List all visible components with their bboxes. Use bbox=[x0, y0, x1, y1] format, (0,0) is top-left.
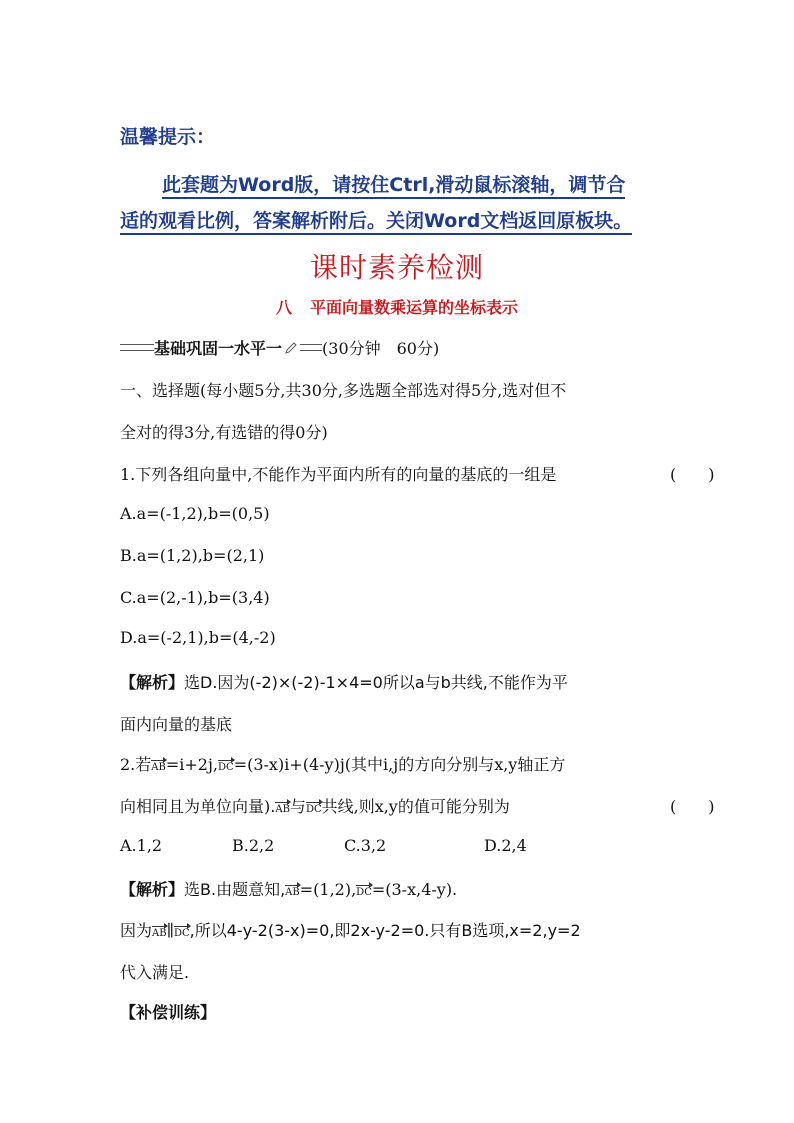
q2-line2-a: 向相同且为单位向量). bbox=[120, 797, 276, 816]
tip-line-2 bbox=[120, 206, 632, 233]
tip-line-1 bbox=[162, 170, 625, 197]
vector-ab: AB bbox=[152, 924, 167, 939]
q2-option-b: B.2,2 bbox=[232, 836, 275, 855]
section-bar bbox=[120, 336, 439, 359]
q2-option-d: D.2,4 bbox=[484, 836, 527, 855]
q1-stem: 1.下列各组向量中,不能作为平面内所有的向量的基底的一组是 bbox=[120, 465, 557, 484]
q2-line2-c: 共线,则x,y的值可能分别为 bbox=[321, 797, 510, 816]
q2-analysis-2 bbox=[120, 918, 581, 941]
q1-option-c: C.a=(2,-1),b=(3,4) bbox=[120, 588, 270, 607]
double-rule-left bbox=[120, 344, 154, 351]
q2-ana2-a: 因为 bbox=[120, 921, 153, 940]
lesson-title: 平面向量数乘运算的坐标表示 bbox=[310, 298, 519, 317]
q2-answer-paren: ( ) bbox=[670, 797, 715, 816]
tip-line-1-text: 此套题为Word版，请按住Ctrl,滑动鼠标滚轴，调节合 bbox=[162, 174, 625, 199]
q2-eq2: =(3-x)i+(4-y)j(其中i,j的方向分别与x,y轴正方 bbox=[233, 755, 566, 774]
q2-ana2-b: ∥ bbox=[166, 921, 174, 940]
q2-stem-2 bbox=[120, 794, 510, 817]
q2-ana1-a: 选B.由题意知, bbox=[184, 880, 286, 899]
q1-analysis-1 bbox=[120, 670, 568, 693]
q2-ana1-c: =(3-x,4-y). bbox=[371, 880, 458, 899]
vector-dc: DC bbox=[356, 883, 372, 898]
q2-analysis-tag: 【解析】 bbox=[120, 880, 185, 899]
q2-stem-1 bbox=[120, 752, 565, 775]
tip-line-2-text: 适的观看比例，答案解析附后。关闭Word文档返回原板块。 bbox=[120, 210, 632, 235]
q1-option-d: D.a=(-2,1),b=(4,-2) bbox=[120, 628, 276, 647]
section-label: 基础巩固一水平一 bbox=[154, 339, 283, 358]
supplementary-training-label: 【补偿训练】 bbox=[120, 1003, 217, 1022]
part1-intro-2: 全对的得3分,有选错的得0分) bbox=[120, 423, 328, 442]
q2-prefix: 2.若 bbox=[120, 755, 152, 774]
q2-option-c: C.3,2 bbox=[344, 836, 387, 855]
tip-title: 温馨提示： bbox=[120, 126, 216, 148]
vector-dc: DC bbox=[306, 800, 322, 815]
q1-analysis-text: 选D.因为(-2)×(-2)-1×4=0所以a与b共线,不能作为平 bbox=[184, 673, 568, 692]
q2-ana2-c: ,所以4-y-2(3-x)=0,即2x-y-2=0.只有B选项,x=2,y=2 bbox=[189, 921, 581, 940]
vector-dc: DC bbox=[174, 924, 190, 939]
q2-line2-b: 与 bbox=[289, 797, 306, 816]
q2-ana1-b: =(1,2), bbox=[299, 880, 357, 899]
vector-ab: AB bbox=[275, 800, 290, 815]
page-title: 课时素养检测 bbox=[309, 251, 484, 284]
q1-option-b: B.a=(1,2),b=(2,1) bbox=[120, 546, 265, 565]
pencil-icon bbox=[284, 341, 298, 355]
vector-ab: AB bbox=[285, 883, 300, 898]
q1-analysis-tag: 【解析】 bbox=[120, 673, 185, 692]
q2-option-a: A.1,2 bbox=[120, 836, 163, 855]
q2-analysis-1 bbox=[120, 877, 457, 900]
q1-analysis-2: 面内向量的基底 bbox=[120, 715, 233, 734]
part1-intro-1: 一、选择题(每小题5分,共30分,多选题全部选对得5分,选对但不 bbox=[120, 381, 567, 400]
section-time: (30分钟 60分) bbox=[322, 339, 440, 358]
lesson-subtitle bbox=[0, 295, 794, 318]
q2-analysis-3: 代入满足. bbox=[120, 963, 190, 982]
lesson-number: 八 bbox=[275, 298, 292, 317]
vector-ab: AB bbox=[151, 758, 166, 773]
q2-eq1: =i+2j, bbox=[165, 755, 219, 774]
vector-dc: DC bbox=[218, 758, 234, 773]
q1-answer-paren: ( ) bbox=[670, 465, 715, 484]
double-rule-right bbox=[300, 344, 322, 351]
q1-option-a: A.a=(-1,2),b=(0,5) bbox=[120, 504, 270, 523]
